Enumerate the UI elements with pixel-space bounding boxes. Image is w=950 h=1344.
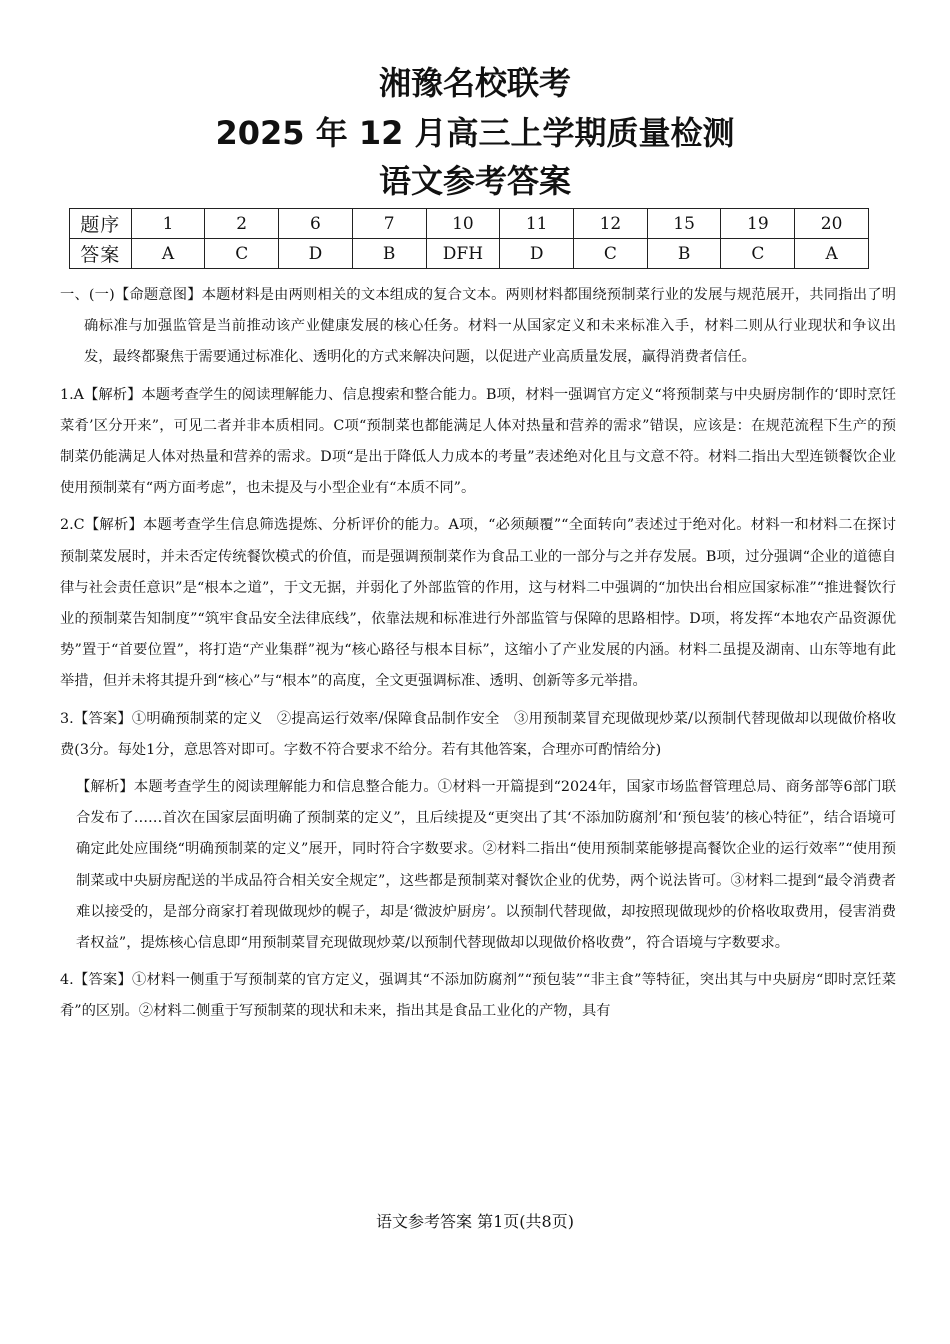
question-number-cell: 6	[279, 209, 353, 239]
answer-cell: B	[352, 239, 426, 269]
section-intro-paragraph: 一、(一)【命题意图】本题材料是由两则相关的文本组成的复合文本。两则材料都围绕预制菜行业的发展与规范展开，共同指出了明确标准与加强监管是当前推动该产业健康发展的核心任务。材料一从国家定义和未来标准入手，材料二则从行业现状和争议出发，最终都聚焦于需要通过标准化、透明化的方式来解决问题，以促进产业高质量发展，赢得消费者信任。	[60, 287, 896, 366]
question-2-explanation: 2.C【解析】本题考查学生信息筛选提炼、分析评价的能力。A项，“必须颠覆”“全面转向”表述过于绝对化。材料一和材料二在探讨预制菜发展时，并未否定传统餐饮模式的价值，而是强调预制菜作为食品工业的一部分与之并存发展。B项，过分强调“企业的道德自律与社会责任意识”是“根本之道”，于文无据，并弱化了外部监管的作用，这与材料二中强调的“加快出台相应国家标准”“推进餐饮行业的预制菜告知制度”“筑牢食品安全法律底线”，依靠法规和标准进行外部监管与保障的思路相悖。D项，将发挥“本地农产品资源优势”置于“首要位置”，将打造“产业集群”视为“核心路径与根本目标”，这缩小了产业发展的内涵。材料二虽提及湖南、山东等地有此举措，但并未将其提升到“核心”与“根本”的高度，全文更强调标准、透明、创新等多元举措。	[60, 517, 896, 690]
answer-explanations	[60, 280, 896, 1034]
question-number-cell: 10	[426, 209, 500, 239]
question-number-cell: 19	[721, 209, 795, 239]
question-number-row	[70, 209, 869, 239]
question-number-cell: 20	[795, 209, 869, 239]
question-number-cell: 2	[205, 209, 279, 239]
question-3-answer: 3.【答案】①明确预制菜的定义 ②提高运行效率/保障食品制作安全 ③用预制菜冒充现做现炒菜/以预制代替现做却以现做价格收费(3分。每处1分，意思答对即可。字数不符合要求不给分。若有其他答案，合理亦可酌情给分)	[60, 710, 896, 758]
question-number-cell: 1	[131, 209, 205, 239]
question-number-cell: 12	[574, 209, 648, 239]
answer-table	[69, 208, 869, 269]
question-3-explanation: 【解析】本题考查学生的阅读理解能力和信息整合能力。①材料一开篇提到“2024年，国家市场监督管理总局、商务部等6部门联合发布了……首次在国家层面明确了预制菜的定义”，且后续提及“更突出了其‘不添加防腐剂’和‘预包装’的核心特征”，结合语境可确定此处应围绕“明确预制菜的定义”展开，同时符合字数要求。②材料二指出“使用预制菜能够提高餐饮企业的运行效率”“使用预制菜或中央厨房配送的半成品符合相关安全规定”，这些都是预制菜对餐饮企业的优势，两个说法皆可。③材料二提到“最令消费者难以接受的，是部分商家打着现做现炒的幌子，却是‘微波炉厨房’。以预制代替现做，却按照现做现炒的价格收取费用，侵害消费者权益”，提炼核心信息即“用预制菜冒充现做现炒菜/以预制代替现做却以现做价格收费”，符合语境与字数要求。	[76, 779, 896, 952]
exam-alliance-title: 湘豫名校联考	[378, 64, 571, 102]
question-number-cell: 7	[352, 209, 426, 239]
answer-cell: D	[279, 239, 353, 269]
answer-cell: A	[131, 239, 205, 269]
answer-header: 答案	[70, 239, 132, 269]
answer-row	[70, 239, 869, 269]
answer-key-title: 语文参考答案	[378, 162, 571, 200]
answer-cell: D	[500, 239, 574, 269]
question-number-cell: 11	[500, 209, 574, 239]
question-4-answer: 4.【答案】①材料一侧重于写预制菜的官方定义，强调其“不添加防腐剂”“预包装”“非主食”等特征，突出其与中央厨房“即时烹饪菜肴”的区别。②材料二侧重于写预制菜的现状和未来，指出其是食品工业化的产物，具有	[60, 972, 896, 1020]
answer-cell: DFH	[426, 239, 500, 269]
answer-cell: C	[574, 239, 648, 269]
exam-date-title: 2025 年 12 月高三上学期质量检测	[215, 114, 735, 152]
question-number-header: 题序	[70, 209, 132, 239]
question-number-cell: 15	[647, 209, 721, 239]
answer-cell: C	[721, 239, 795, 269]
answer-cell: A	[795, 239, 869, 269]
page-footer: 语文参考答案 第1页(共8页)	[376, 1212, 574, 1231]
answer-cell: B	[647, 239, 721, 269]
answer-cell: C	[205, 239, 279, 269]
question-1-explanation: 1.A【解析】本题考查学生的阅读理解能力、信息搜索和整合能力。B项，材料一强调官方定义“将预制菜与中央厨房制作的‘即时烹饪菜肴’区分开来”，可见二者并非本质相同。C项“预制菜也都能满足人体对热量和营养的需求”错误，应该是：在规范流程下生产的预制菜仍能满足人体对热量和营养的需求。D项“是出于降低人力成本的考量”表述绝对化且与文意不符。材料二指出大型连锁餐饮企业使用预制菜有“两方面考虑”，也未提及与小型企业有“本质不同”。	[60, 386, 896, 497]
